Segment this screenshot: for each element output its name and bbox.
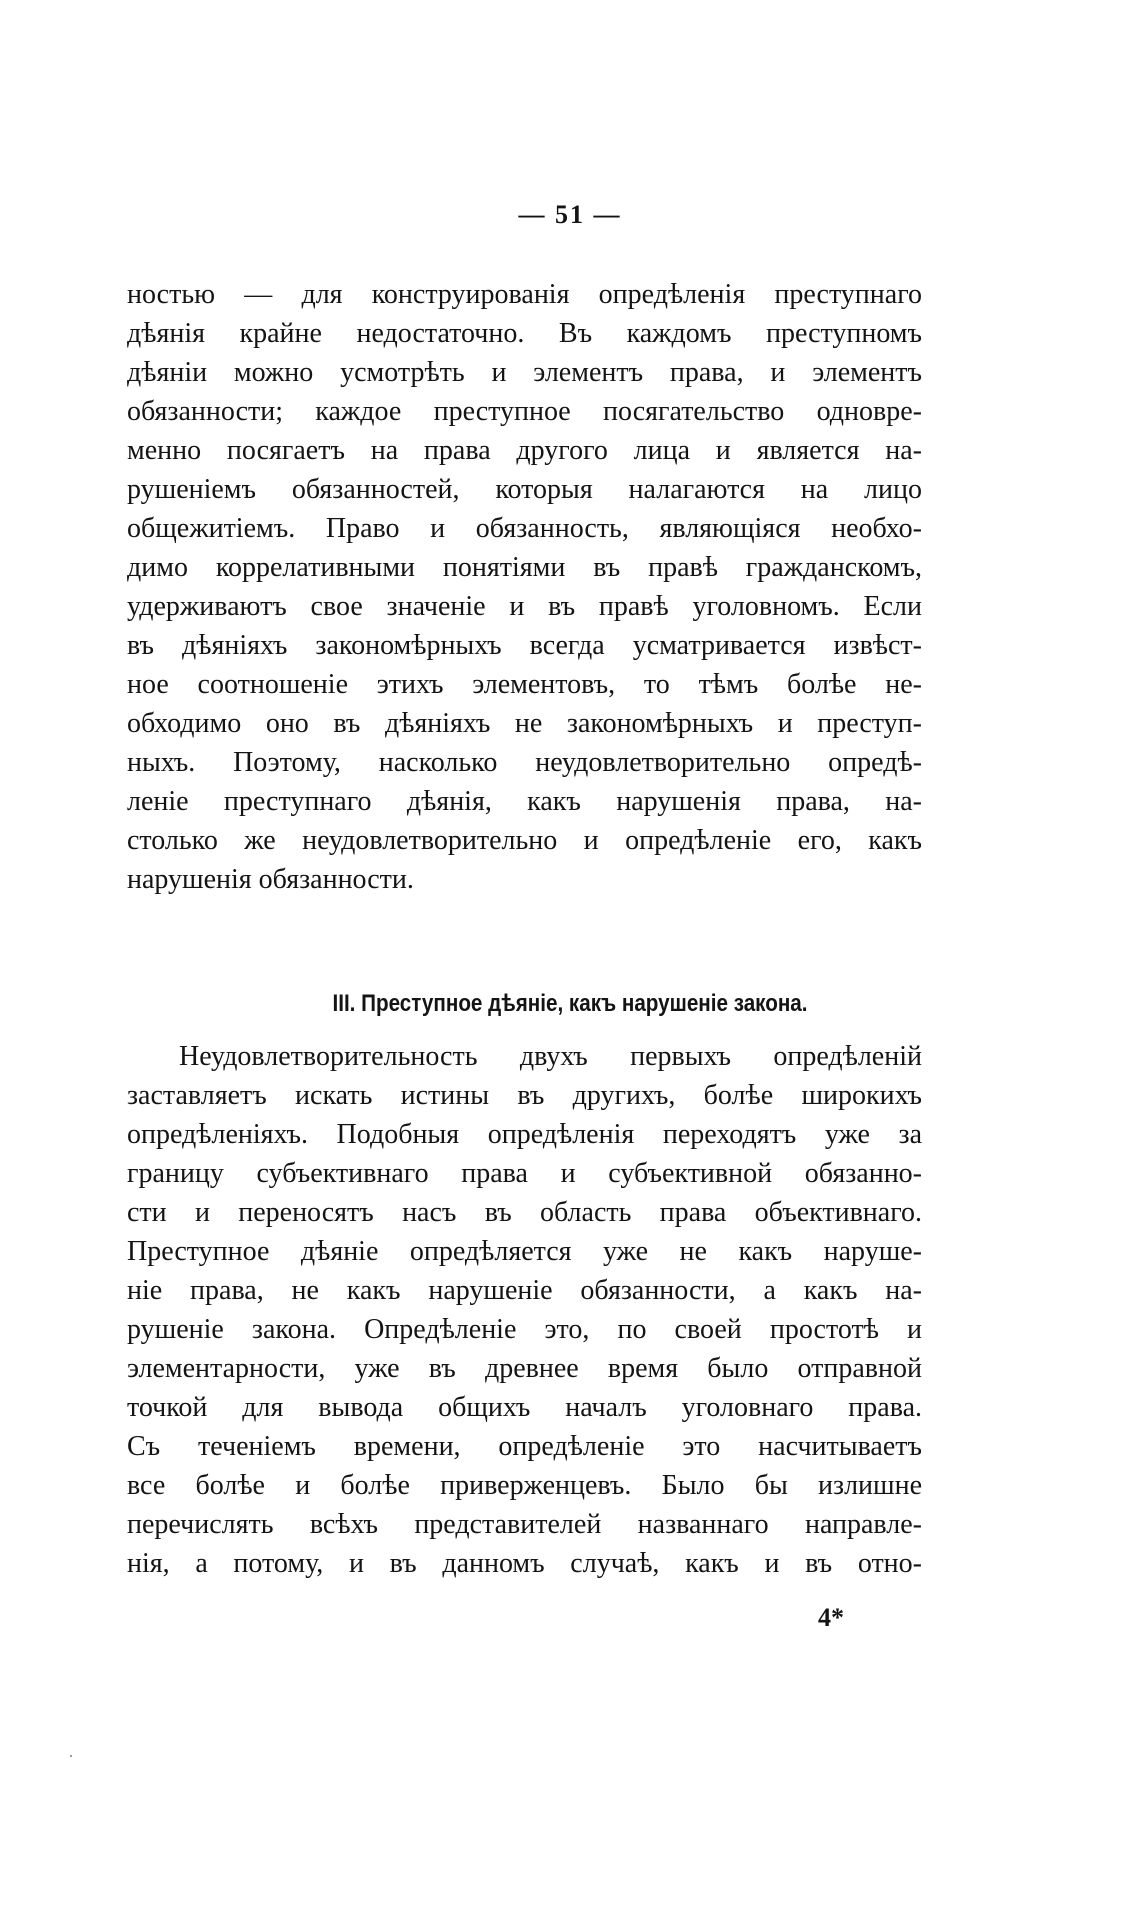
- text-line: границу субъективнаго права и субъективной обязанно-: [127, 1158, 922, 1189]
- text-line: ныхъ. Поэтому, насколько неудовлетворительно опредѣ-: [127, 747, 922, 778]
- text-line: нія, а потому, и въ данномъ случаѣ, какъ и въ отно-: [127, 1548, 922, 1579]
- text-line: опредѣленіяхъ. Подобныя опредѣленія переходятъ уже за: [127, 1119, 922, 1150]
- text-line: обходимо оно въ дѣяніяхъ не закономѣрныхъ и преступ-: [127, 708, 922, 739]
- paragraph-1: [127, 275, 922, 899]
- text-line: въ дѣяніяхъ закономѣрныхъ всегда усматривается извѣст-: [127, 630, 922, 661]
- paragraph-2: [127, 1037, 922, 1583]
- text-line: все болѣе и болѣе приверженцевъ. Было бы излишне: [127, 1470, 922, 1501]
- text-line: обязанности; каждое преступное посягательство одновре-: [127, 396, 922, 427]
- text-line: дѣянія крайне недостаточно. Въ каждомъ преступномъ: [127, 318, 922, 349]
- signature-mark: 4*: [818, 1603, 844, 1632]
- text-line: димо коррелативными понятіями въ правѣ гражданскомъ,: [127, 552, 922, 583]
- text-line: ное соотношеніе этихъ элементовъ, то тѣмъ болѣе не-: [127, 669, 922, 700]
- scan-speck: [70, 1755, 72, 1757]
- text-line: Преступное дѣяніе опредѣляется уже не какъ наруше-: [127, 1236, 922, 1267]
- text-line: перечислять всѣхъ представителей названнаго направле-: [127, 1509, 922, 1540]
- text-line: заставляетъ искать истины въ другихъ, болѣе широкихъ: [127, 1080, 922, 1111]
- text-line: столько же неудовлетворительно и опредѣленіе его, какъ: [127, 825, 922, 856]
- text-line: леніе преступнаго дѣянія, какъ нарушенія права, на-: [127, 786, 922, 817]
- text-line: удерживаютъ свое значеніе и въ правѣ уголовномъ. Если: [127, 591, 922, 622]
- text-line: дѣяніи можно усмотрѣть и элементъ права, и элементъ: [127, 357, 922, 388]
- text-line: сти и переносятъ насъ въ область права объективнаго.: [127, 1197, 922, 1228]
- text-line: Съ теченіемъ времени, опредѣленіе это насчитываетъ: [127, 1431, 922, 1462]
- text-line: менно посягаетъ на права другого лица и является на-: [127, 435, 922, 466]
- text-line: точкой для вывода общихъ началъ уголовнаго права.: [127, 1392, 922, 1423]
- page-number: — 51 —: [518, 200, 622, 229]
- text-line: элементарности, уже въ древнее время было отправной: [127, 1353, 922, 1384]
- text-line: ніе права, не какъ нарушеніе обязанности, а какъ на-: [127, 1275, 922, 1306]
- text-line: общежитіемъ. Право и обязанность, являющіяся необхо-: [127, 513, 922, 544]
- text-line: ностью — для конструированія опредѣленія преступнаго: [127, 279, 922, 310]
- text-line: рушеніе закона. Опредѣленіе это, по своей простотѣ и: [127, 1314, 922, 1345]
- section-heading: III. Преступное дѣяніе, какъ нарушеніе закона.: [332, 990, 808, 1017]
- text-line: рушеніемъ обязанностей, которыя налагаются на лицо: [127, 474, 922, 505]
- text-line: Неудовлетворительность двухъ первыхъ опредѣленій: [179, 1041, 922, 1072]
- text-line: нарушенія обязанности.: [127, 864, 414, 895]
